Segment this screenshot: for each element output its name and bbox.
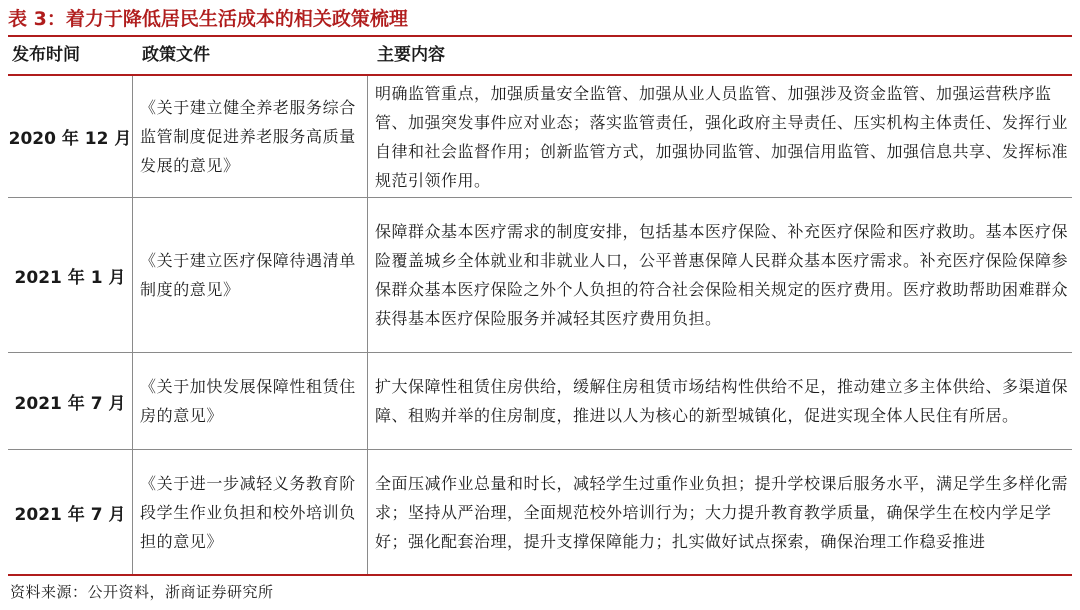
table-row [8,353,1072,449]
row-document-cell [140,353,366,449]
table-row [8,76,1072,197]
table-title: 表 3：着力于降低居民生活成本的相关政策梳理 [8,8,408,30]
table-row [8,198,1072,352]
row-content-cell [375,353,1068,449]
row-content: 全面压减作业总量和时长，减轻学生过重作业负担；提升学校课后服务水平，满足学生多样化需求；坚持从严治理，全面规范校外培训行为；大力提升教育教学质量，确保学生在校内学足学好；强化配套治理，提升支撑保障能力；扎实做好试点探索，确保治理工作稳妥推进 [375,473,1069,551]
row-content-cell [375,198,1068,352]
row-content: 扩大保障性租赁住房供给，缓解住房租赁市场结构性供给不足，推动建立多主体供给、多渠道保障、租购并举的住房制度，推进以人为核心的新型城镇化，促进实现全体人民住有所居。 [375,377,1069,425]
table-bottom-rule [8,574,1072,576]
header-content: 主要内容 [377,45,445,65]
row-date: 2021 年 1 月 [14,267,126,288]
row-content: 明确监管重点，加强质量安全监管、加强从业人员监管、加强涉及资金监管、加强运营秩序监管、加强突发事件应对业态；落实监管责任，强化政府主导责任、压实机构主体责任、发挥行业自律和社会监督作用；创新监管方式，加强协同监管、加强信用监管、加强信息共享、发挥标准规范引领作用。 [375,83,1069,190]
row-document-cell [140,450,366,574]
row-date: 2020 年 12 月 [8,129,132,149]
header-document: 政策文件 [142,45,210,65]
row-document: 《关于加快发展保障性租赁住房的意见》 [140,377,356,425]
row-document-cell [140,76,366,197]
source-note: 资料来源：公开资料，浙商证券研究所 [10,583,274,601]
row-date: 2021 年 7 月 [14,504,126,525]
row-document: 《关于建立医疗保障待遇清单制度的意见》 [140,251,356,299]
row-content-cell [375,76,1068,197]
row-content: 保障群众基本医疗需求的制度安排，包括基本医疗保险、补充医疗保险和医疗救助。基本医疗保险覆盖城乡全体就业和非就业人口，公平普惠保障人民群众基本医疗需求。补充医疗保险保障参保群众基本医疗保险之外个人负担的符合社会保险相关规定的医疗费用。医疗救助帮助困难群众获得基本医疗保险服务并减轻其医疗费用负担。 [375,222,1069,328]
header-date: 发布时间 [12,45,80,65]
row-document-cell [140,198,366,352]
row-document: 《关于建立健全养老服务综合监管制度促进养老服务高质量发展的意见》 [140,98,356,175]
row-content-cell [375,450,1068,574]
table-header [0,37,1080,74]
row-date: 2021 年 7 月 [14,393,126,414]
table-row [8,450,1072,574]
row-document: 《关于进一步减轻义务教育阶段学生作业负担和校外培训负担的意见》 [140,473,356,551]
